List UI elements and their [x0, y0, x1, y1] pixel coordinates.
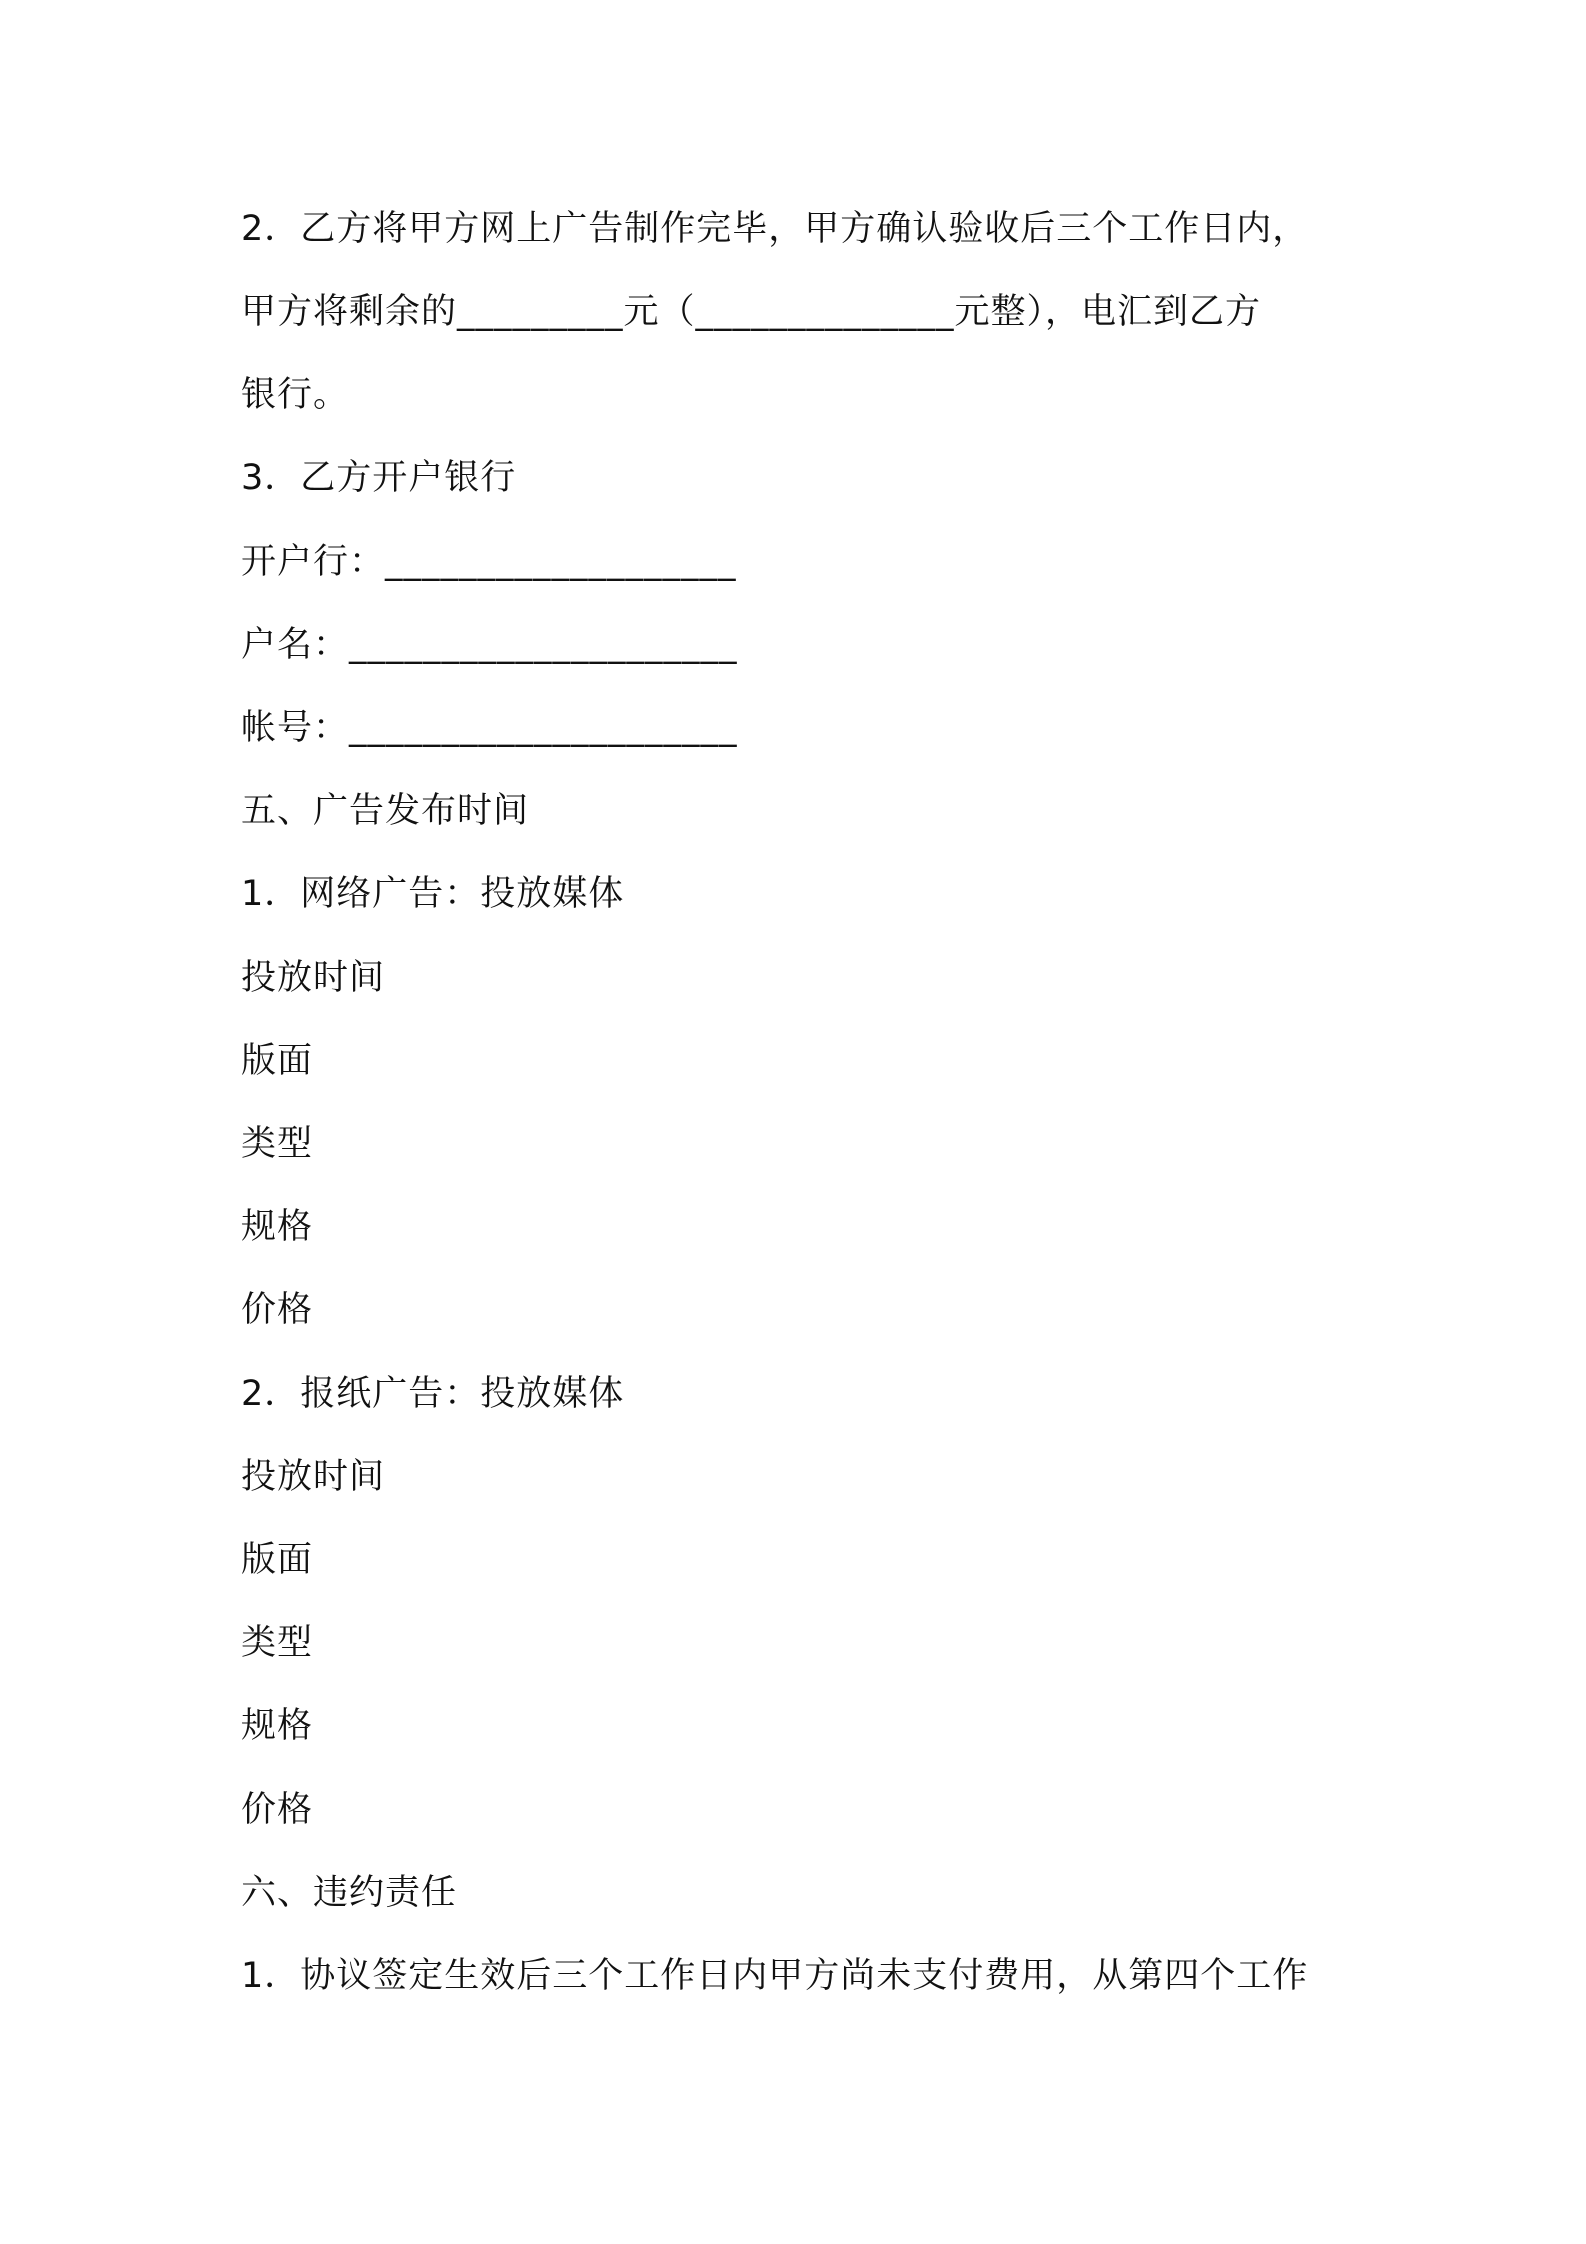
newspaper-ad-type: 类型: [241, 1623, 314, 1663]
online-ad-spec: 规格: [241, 1207, 314, 1247]
bank-heading: 3．乙方开户银行: [241, 458, 517, 498]
newspaper-ad-time: 投放时间: [241, 1457, 386, 1497]
newspaper-ad-media: 2．报纸广告：投放媒体: [241, 1374, 625, 1414]
account-number-field: 帐号：_____________________: [241, 708, 738, 748]
online-ad-price: 价格: [241, 1290, 314, 1330]
section-five-heading: 五、广告发布时间: [241, 791, 530, 831]
online-ad-media: 1．网络广告：投放媒体: [241, 874, 625, 914]
payment-clause-2-line-2: 甲方将剩余的_________元（______________元整），电汇到乙方: [241, 292, 1262, 332]
newspaper-ad-spec: 规格: [241, 1706, 314, 1746]
newspaper-ad-price: 价格: [241, 1790, 314, 1830]
bank-branch-field: 开户行：___________________: [241, 542, 737, 582]
newspaper-ad-layout: 版面: [241, 1540, 314, 1580]
payment-clause-2-line-3: 银行。: [241, 375, 350, 415]
breach-clause-1-line-1: 1．协议签定生效后三个工作日内甲方尚未支付费用，从第四个工作: [241, 1956, 1309, 1996]
section-six-heading: 六、违约责任: [241, 1873, 458, 1913]
online-ad-layout: 版面: [241, 1041, 314, 1081]
payment-clause-2-line-1: 2．乙方将甲方网上广告制作完毕，甲方确认验收后三个工作日内，: [241, 209, 1309, 249]
online-ad-type: 类型: [241, 1124, 314, 1164]
account-name-field: 户名：_____________________: [241, 625, 738, 665]
online-ad-time: 投放时间: [241, 958, 386, 998]
